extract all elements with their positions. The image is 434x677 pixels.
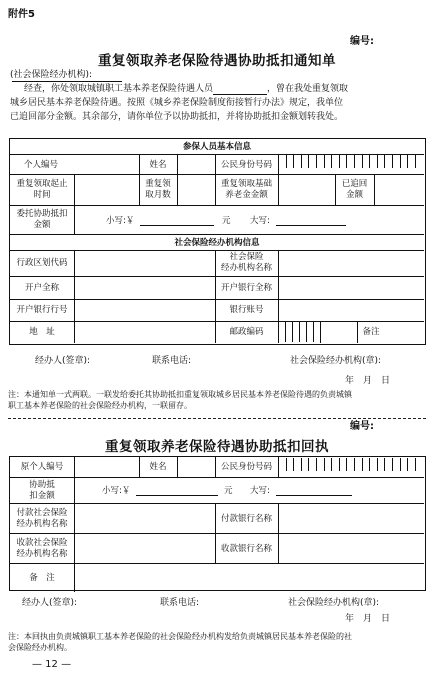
receipt-label-assist-2: 扣金额 [29,491,55,501]
label-fund-2: 养老金金额 [225,190,268,200]
notice-table [9,138,426,345]
handler-sign-2: 经办人(签章): [22,598,78,608]
note-1-line-1: 注：本通知单一式两联。一联发给委托其协助抵扣重复领取城乡居民基本养老保险待遇的负责城镇 [8,390,352,399]
label-orig-personal-no: 原个人编号 [20,462,64,472]
label-start-end-2: 时间 [33,190,51,200]
handler-sign-1: 经办人(签章): [35,356,91,366]
label-recovered-1: 已追回 [341,179,368,189]
label-bank-branch: 开户银行行号 [16,305,68,315]
name-blank[interactable] [213,85,267,95]
label-account-name: 开户全称 [24,283,59,293]
label-yuan: 元 [222,216,231,226]
label-fund-1: 重复领取基础 [220,179,272,189]
receipt-label-lower: 小写:￥ [102,486,131,496]
serial-number-label: 编号: [350,36,374,47]
label-account-no: 银行账号 [229,305,264,315]
note-1-line-2: 职工基本养老保险的社会保险经办机构，一联留存。 [8,401,192,410]
label-postcode: 邮政编码 [229,327,264,337]
phone-2: 联系电话: [160,598,200,608]
section-insured-info: 参保人员基本信息 [182,142,251,152]
lower-amount-line[interactable] [140,225,214,226]
label-lower-amount: 小写:￥ [106,216,135,226]
postcode-boxes[interactable] [278,322,320,342]
label-months-1: 重复领 [145,179,171,189]
agency-seal-2: 社会保险经办机构(章): [288,598,380,608]
section-agency-info: 社会保险经办机构信息 [174,238,260,248]
id-number-boxes[interactable] [278,155,422,168]
receipt-label-upper: 大写: [250,486,270,496]
label-agency-2: 经办机构名称 [220,263,272,273]
receipt-label-remarks: 备 注 [29,573,55,583]
receipt-serial-label: 编号: [350,421,374,432]
receipt-title: 重复领取养老保险待遇协助抵扣回执 [105,439,329,455]
label-agency-1: 社会保险 [229,252,264,262]
receipt-lower-line[interactable] [136,495,218,496]
label-recv-bank: 收款银行名称 [220,544,272,554]
agency-seal-1: 社会保险经办机构(章): [290,356,382,366]
receipt-label-yuan: 元 [224,486,233,496]
addressee-underline [12,81,122,82]
label-recovered-2: 金额 [345,190,363,200]
note-2-line-1: 注：本回执由负责城镇职工基本养老保险的社会保险经办机构发给负责城镇居民基本养老保险的社 [8,632,352,641]
label-recv-agency-1: 收款社会保险 [16,538,68,548]
notice-paragraph-line-3: 已追回部分金额。其余部分，请你单位予以协助抵扣，并将协助抵扣金额划转我处。 [10,112,344,122]
receipt-id-number-boxes[interactable] [278,458,422,471]
label-start-end-1: 重复领取起止 [16,179,68,189]
notice-paragraph-line-1 [24,84,348,95]
label-assist-1: 委托协助抵扣 [16,209,68,219]
attachment-label: 附件5 [8,9,35,20]
label-bank: 开户银行全称 [220,283,272,293]
label-id-no: 公民身份号码 [220,160,272,170]
notice-paragraph-line-2: 城乡居民基本养老保险待遇。按照《城乡养老保险制度衔接暂行办法》规定，我单位 [10,98,344,108]
cut-line [8,418,426,419]
label-pay-agency-2: 经办机构名称 [16,519,68,529]
receipt-label-id-no: 公民身份号码 [220,462,272,472]
phone-1: 联系电话: [152,356,192,366]
date-2: 年 月 日 [345,614,391,624]
addressee: (社会保险经办机构): [10,70,93,80]
label-months-2: 取月数 [145,190,171,200]
receipt-upper-line[interactable] [276,495,352,496]
upper-amount-line[interactable] [276,225,346,226]
label-remarks: 备注 [362,327,380,337]
label-name: 姓名 [149,160,167,170]
note-2-line-2: 会保险经办机构。 [8,643,72,652]
label-recv-agency-2: 经办机构名称 [16,549,68,559]
label-pay-agency-1: 付款社会保险 [16,508,68,518]
para-text-1b: ，曾在我处重复领取 [267,84,349,94]
date-1: 年 月 日 [345,376,391,386]
label-personal-no: 个人编号 [24,160,59,170]
label-pay-bank: 付款银行名称 [220,514,272,524]
para-text-1a: 经查，你处领取城镇职工基本养老保险待遇人员 [24,84,214,94]
label-assist-2: 金额 [33,220,51,230]
receipt-table [9,456,426,591]
receipt-label-name: 姓名 [149,462,167,472]
label-address: 地 址 [29,327,55,337]
notice-title: 重复领取养老保险待遇协助抵扣通知单 [98,53,336,69]
receipt-label-assist-1: 协助抵 [29,480,55,490]
label-upper-amount: 大写: [250,216,270,226]
page-number: — 12 — [32,659,72,670]
label-area-code: 行政区划代码 [16,258,68,268]
